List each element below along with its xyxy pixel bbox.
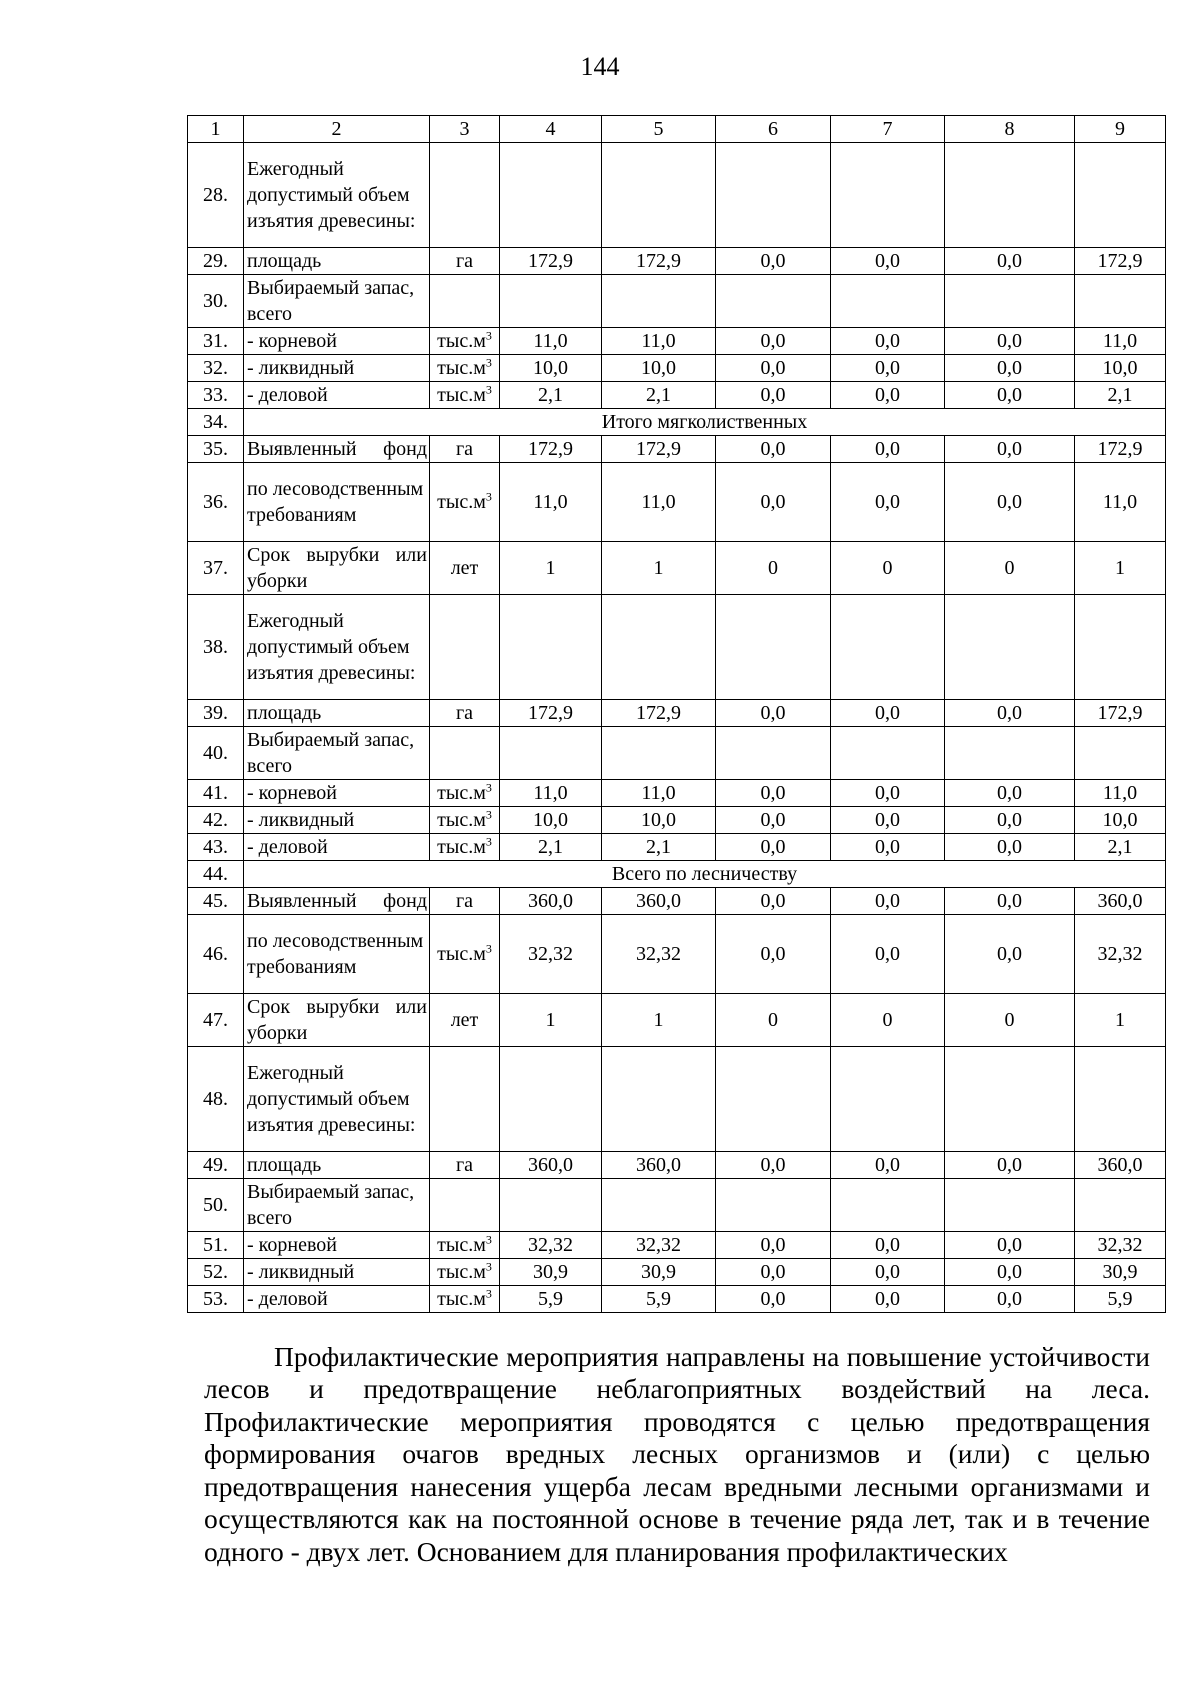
table-row: [188, 700, 1166, 727]
value-cell: 0,0: [716, 355, 831, 382]
value-cell: [831, 275, 945, 328]
value-cell: [500, 275, 602, 328]
row-number-cell: 39.: [188, 700, 244, 727]
table-row: [188, 834, 1166, 861]
section-title-cell: Всего по лесничеству: [244, 861, 1166, 888]
value-cell: 30,9: [602, 1259, 716, 1286]
unit-superscript: 3: [485, 382, 492, 397]
unit-superscript: 3: [485, 1259, 492, 1274]
value-cell: 0: [945, 994, 1075, 1047]
value-cell: 0,0: [716, 382, 831, 409]
page-number: 144: [580, 52, 620, 81]
unit-cell: [430, 888, 500, 915]
value-cell: [831, 727, 945, 780]
row-number-cell: 36.: [188, 463, 244, 542]
unit-cell: [430, 1047, 500, 1152]
value-cell: [500, 143, 602, 248]
row-number-cell: 47.: [188, 994, 244, 1047]
indicator-name-cell: площадь: [244, 248, 430, 275]
unit-cell: [430, 780, 500, 807]
forest-data-table: [187, 115, 1166, 1313]
value-cell: [945, 1047, 1075, 1152]
row-number-cell: 46.: [188, 915, 244, 994]
row-number-cell: 32.: [188, 355, 244, 382]
value-cell: 0,0: [945, 436, 1075, 463]
row-number-cell: 43.: [188, 834, 244, 861]
value-cell: [945, 1179, 1075, 1232]
table-row: [188, 143, 1166, 248]
table-row: [188, 382, 1166, 409]
value-cell: [602, 727, 716, 780]
value-cell: 0: [945, 542, 1075, 595]
row-number-cell: 50.: [188, 1179, 244, 1232]
value-cell: [716, 143, 831, 248]
value-cell: 0,0: [945, 807, 1075, 834]
value-cell: 0,0: [831, 915, 945, 994]
unit-text: тыс.м: [437, 836, 486, 858]
row-number-cell: 35.: [188, 436, 244, 463]
value-cell: 10,0: [1075, 355, 1166, 382]
value-cell: 0,0: [945, 382, 1075, 409]
unit-cell: [430, 355, 500, 382]
value-cell: 0,0: [716, 915, 831, 994]
unit-cell: [430, 915, 500, 994]
indicator-name-cell: площадь: [244, 700, 430, 727]
value-cell: 32,32: [1075, 915, 1166, 994]
unit-superscript: 3: [485, 941, 492, 956]
unit-cell: [430, 1286, 500, 1313]
unit-cell: [430, 463, 500, 542]
row-number-cell: 51.: [188, 1232, 244, 1259]
value-cell: [1075, 1179, 1166, 1232]
value-cell: 1: [1075, 994, 1166, 1047]
indicator-name-cell: Ежегодный допустимый объем изъятия древесины:: [244, 143, 430, 248]
unit-text: тыс.м: [437, 491, 486, 513]
value-cell: 172,9: [602, 248, 716, 275]
section-row: [188, 861, 1166, 888]
value-cell: [1075, 275, 1166, 328]
value-cell: 11,0: [602, 780, 716, 807]
value-cell: 1: [500, 994, 602, 1047]
value-cell: [831, 1047, 945, 1152]
value-cell: [716, 727, 831, 780]
indicator-name-cell: - деловой: [244, 1286, 430, 1313]
value-cell: 30,9: [500, 1259, 602, 1286]
value-cell: 0,0: [831, 780, 945, 807]
value-cell: 32,32: [1075, 1232, 1166, 1259]
value-cell: 0,0: [716, 1232, 831, 1259]
value-cell: [1075, 727, 1166, 780]
value-cell: 0,0: [945, 834, 1075, 861]
value-cell: 0,0: [716, 700, 831, 727]
unit-text: тыс.м: [437, 943, 486, 965]
value-cell: 2,1: [1075, 834, 1166, 861]
value-cell: [945, 275, 1075, 328]
value-cell: [1075, 143, 1166, 248]
value-cell: 0,0: [831, 1232, 945, 1259]
value-cell: 0,0: [831, 1152, 945, 1179]
table-row: [188, 994, 1166, 1047]
unit-superscript: 3: [485, 834, 492, 849]
row-number-cell: 28.: [188, 143, 244, 248]
unit-text: тыс.м: [437, 782, 486, 804]
unit-text: га: [455, 1154, 474, 1176]
value-cell: 0,0: [945, 463, 1075, 542]
value-cell: [716, 1047, 831, 1152]
value-cell: 0,0: [831, 436, 945, 463]
unit-superscript: 3: [485, 1232, 492, 1247]
value-cell: 32,32: [500, 1232, 602, 1259]
indicator-name-cell: - корневой: [244, 328, 430, 355]
unit-text: лет: [450, 557, 479, 579]
indicator-name-cell: по лесоводственным требованиям: [244, 915, 430, 994]
table-row: [188, 595, 1166, 700]
table-row: [188, 780, 1166, 807]
indicator-name-cell: - ликвидный: [244, 807, 430, 834]
value-cell: 1: [1075, 542, 1166, 595]
unit-text: тыс.м: [437, 357, 486, 379]
value-cell: 0,0: [716, 780, 831, 807]
table-row: [188, 888, 1166, 915]
row-number-cell: 34.: [188, 409, 244, 436]
value-cell: 0,0: [831, 382, 945, 409]
unit-text: тыс.м: [437, 1288, 486, 1310]
row-number-cell: 40.: [188, 727, 244, 780]
unit-cell: [430, 994, 500, 1047]
table-row: [188, 1259, 1166, 1286]
value-cell: 5,9: [602, 1286, 716, 1313]
indicator-name-cell: - деловой: [244, 382, 430, 409]
value-cell: 0,0: [945, 1259, 1075, 1286]
unit-cell: [430, 807, 500, 834]
value-cell: 172,9: [1075, 700, 1166, 727]
value-cell: [500, 1047, 602, 1152]
row-number-cell: 42.: [188, 807, 244, 834]
unit-cell: [430, 834, 500, 861]
value-cell: 172,9: [500, 700, 602, 727]
value-cell: 0,0: [831, 463, 945, 542]
section-row: [188, 409, 1166, 436]
value-cell: 360,0: [1075, 888, 1166, 915]
value-cell: 32,32: [602, 1232, 716, 1259]
indicator-name-cell: - ликвидный: [244, 355, 430, 382]
row-number-cell: 53.: [188, 1286, 244, 1313]
value-cell: 0,0: [945, 328, 1075, 355]
header-row: [188, 116, 1166, 143]
indicator-name-cell: Срок вырубки или уборки: [244, 542, 430, 595]
value-cell: 11,0: [1075, 463, 1166, 542]
unit-superscript: 3: [485, 328, 492, 343]
value-cell: 0,0: [945, 1152, 1075, 1179]
unit-cell: [430, 1259, 500, 1286]
value-cell: 10,0: [602, 807, 716, 834]
value-cell: [500, 727, 602, 780]
value-cell: [716, 1179, 831, 1232]
value-cell: 0,0: [716, 463, 831, 542]
indicator-name-cell: - деловой: [244, 834, 430, 861]
table-row: [188, 1047, 1166, 1152]
table-row: [188, 1232, 1166, 1259]
table-row: [188, 275, 1166, 328]
value-cell: 0,0: [945, 1286, 1075, 1313]
value-cell: 2,1: [602, 382, 716, 409]
row-number-cell: 48.: [188, 1047, 244, 1152]
value-cell: 0,0: [831, 355, 945, 382]
value-cell: 30,9: [1075, 1259, 1166, 1286]
value-cell: [716, 595, 831, 700]
value-cell: 5,9: [1075, 1286, 1166, 1313]
value-cell: 172,9: [500, 436, 602, 463]
value-cell: [602, 143, 716, 248]
table-row: [188, 915, 1166, 994]
value-cell: 0,0: [945, 780, 1075, 807]
table-row: [188, 355, 1166, 382]
value-cell: [602, 275, 716, 328]
indicator-name-cell: Срок вырубки или уборки: [244, 994, 430, 1047]
value-cell: 2,1: [500, 834, 602, 861]
unit-cell: [430, 1232, 500, 1259]
value-cell: 11,0: [602, 463, 716, 542]
value-cell: [500, 595, 602, 700]
unit-superscript: 3: [485, 355, 492, 370]
value-cell: 0: [716, 994, 831, 1047]
row-number-cell: 37.: [188, 542, 244, 595]
value-cell: 0: [831, 542, 945, 595]
indicator-name-cell: Выбираемый запас, всего: [244, 275, 430, 328]
row-number-cell: 45.: [188, 888, 244, 915]
value-cell: 11,0: [500, 780, 602, 807]
value-cell: 172,9: [602, 436, 716, 463]
indicator-name-cell: - ликвидный: [244, 1259, 430, 1286]
value-cell: [945, 727, 1075, 780]
value-cell: [1075, 595, 1166, 700]
table-row: [188, 727, 1166, 780]
value-cell: 10,0: [500, 807, 602, 834]
value-cell: [945, 143, 1075, 248]
value-cell: 10,0: [602, 355, 716, 382]
value-cell: [831, 1179, 945, 1232]
value-cell: 1: [602, 542, 716, 595]
unit-text: га: [455, 250, 474, 272]
value-cell: 0,0: [716, 888, 831, 915]
value-cell: [602, 1047, 716, 1152]
unit-cell: [430, 436, 500, 463]
indicator-name-cell: Ежегодный допустимый объем изъятия древесины:: [244, 595, 430, 700]
table-row: [188, 542, 1166, 595]
unit-text: га: [455, 702, 474, 724]
unit-cell: [430, 275, 500, 328]
value-cell: [602, 1179, 716, 1232]
value-cell: 0,0: [945, 888, 1075, 915]
value-cell: [831, 595, 945, 700]
value-cell: 0: [716, 542, 831, 595]
value-cell: 11,0: [602, 328, 716, 355]
row-number-cell: 31.: [188, 328, 244, 355]
unit-cell: [430, 727, 500, 780]
table-row: [188, 436, 1166, 463]
value-cell: 0,0: [716, 807, 831, 834]
unit-cell: [430, 542, 500, 595]
value-cell: 360,0: [500, 1152, 602, 1179]
value-cell: 11,0: [500, 463, 602, 542]
column-header: 8: [945, 116, 1075, 143]
indicator-name-cell: - корневой: [244, 1232, 430, 1259]
value-cell: 11,0: [1075, 328, 1166, 355]
value-cell: 0: [831, 994, 945, 1047]
unit-text: тыс.м: [437, 1234, 486, 1256]
value-cell: [602, 595, 716, 700]
unit-cell: [430, 248, 500, 275]
unit-cell: [430, 328, 500, 355]
value-cell: 10,0: [500, 355, 602, 382]
table-row: [188, 1152, 1166, 1179]
value-cell: 5,9: [500, 1286, 602, 1313]
value-cell: 2,1: [1075, 382, 1166, 409]
indicator-name-cell: Выявленный фонд: [244, 436, 430, 463]
value-cell: 0,0: [716, 1152, 831, 1179]
table-row: [188, 1286, 1166, 1313]
column-header: 4: [500, 116, 602, 143]
value-cell: 0,0: [831, 328, 945, 355]
indicator-name-cell: Выбираемый запас, всего: [244, 727, 430, 780]
column-header: 1: [188, 116, 244, 143]
indicator-name-cell: - корневой: [244, 780, 430, 807]
value-cell: 10,0: [1075, 807, 1166, 834]
value-cell: [831, 143, 945, 248]
row-number-cell: 38.: [188, 595, 244, 700]
column-header: 6: [716, 116, 831, 143]
value-cell: 0,0: [716, 328, 831, 355]
unit-text: тыс.м: [437, 330, 486, 352]
body-paragraph: Профилактические мероприятия направлены на повышение устойчивости лесов и предотвращение неблагоприятных воздействий на леса. Профилактические мероприятия проводятся с целью предотвращения формирования очагов вредных лесных организмов и (или) с целью предотвращения нанесения ущерба лесам вредными лесными организмами и осуществляются как на постоянной основе в течение ряда лет, так и в течение одного - двух лет. Основанием для планирования профилактических: [204, 1340, 1150, 1567]
value-cell: 360,0: [1075, 1152, 1166, 1179]
unit-text: га: [455, 438, 474, 460]
value-cell: [500, 1179, 602, 1232]
value-cell: 0,0: [831, 1286, 945, 1313]
unit-text: лет: [450, 1009, 479, 1031]
column-header: 7: [831, 116, 945, 143]
column-header: 3: [430, 116, 500, 143]
unit-text: тыс.м: [437, 1261, 486, 1283]
section-title-cell: Итого мягколиственных: [244, 409, 1166, 436]
value-cell: 172,9: [602, 700, 716, 727]
row-number-cell: 30.: [188, 275, 244, 328]
unit-cell: [430, 143, 500, 248]
value-cell: 0,0: [831, 248, 945, 275]
value-cell: 2,1: [500, 382, 602, 409]
table-row: [188, 1179, 1166, 1232]
value-cell: 1: [602, 994, 716, 1047]
value-cell: 0,0: [945, 248, 1075, 275]
value-cell: 360,0: [500, 888, 602, 915]
table-row: [188, 463, 1166, 542]
column-header: 2: [244, 116, 430, 143]
value-cell: [945, 595, 1075, 700]
value-cell: 32,32: [500, 915, 602, 994]
column-header: 9: [1075, 116, 1166, 143]
unit-superscript: 3: [485, 780, 492, 795]
unit-text: тыс.м: [437, 809, 486, 831]
unit-cell: [430, 1152, 500, 1179]
value-cell: 172,9: [500, 248, 602, 275]
value-cell: 0,0: [716, 1286, 831, 1313]
unit-text: тыс.м: [437, 384, 486, 406]
unit-superscript: 3: [485, 1286, 492, 1301]
value-cell: 172,9: [1075, 436, 1166, 463]
value-cell: 0,0: [716, 1259, 831, 1286]
unit-text: га: [455, 890, 474, 912]
value-cell: 0,0: [945, 915, 1075, 994]
value-cell: 11,0: [500, 328, 602, 355]
value-cell: 0,0: [831, 834, 945, 861]
unit-cell: [430, 700, 500, 727]
unit-cell: [430, 595, 500, 700]
row-number-cell: 44.: [188, 861, 244, 888]
value-cell: 0,0: [716, 248, 831, 275]
unit-superscript: 3: [485, 489, 492, 504]
table-row: [188, 328, 1166, 355]
value-cell: 0,0: [945, 1232, 1075, 1259]
table-body: [188, 116, 1166, 1313]
value-cell: 172,9: [1075, 248, 1166, 275]
value-cell: 11,0: [1075, 780, 1166, 807]
value-cell: 1: [500, 542, 602, 595]
value-cell: 0,0: [831, 1259, 945, 1286]
row-number-cell: 41.: [188, 780, 244, 807]
value-cell: 0,0: [831, 700, 945, 727]
value-cell: 2,1: [602, 834, 716, 861]
value-cell: 0,0: [831, 888, 945, 915]
indicator-name-cell: Выявленный фонд: [244, 888, 430, 915]
unit-superscript: 3: [485, 807, 492, 822]
indicator-name-cell: по лесоводственным требованиям: [244, 463, 430, 542]
value-cell: 0,0: [716, 834, 831, 861]
value-cell: 0,0: [945, 700, 1075, 727]
value-cell: 0,0: [945, 355, 1075, 382]
row-number-cell: 52.: [188, 1259, 244, 1286]
unit-cell: [430, 382, 500, 409]
table-row: [188, 807, 1166, 834]
column-header: 5: [602, 116, 716, 143]
value-cell: [716, 275, 831, 328]
row-number-cell: 33.: [188, 382, 244, 409]
unit-cell: [430, 1179, 500, 1232]
value-cell: 0,0: [831, 807, 945, 834]
table-row: [188, 248, 1166, 275]
value-cell: 360,0: [602, 888, 716, 915]
row-number-cell: 29.: [188, 248, 244, 275]
value-cell: 360,0: [602, 1152, 716, 1179]
indicator-name-cell: Ежегодный допустимый объем изъятия древесины:: [244, 1047, 430, 1152]
value-cell: [1075, 1047, 1166, 1152]
row-number-cell: 49.: [188, 1152, 244, 1179]
indicator-name-cell: Выбираемый запас, всего: [244, 1179, 430, 1232]
value-cell: 0,0: [716, 436, 831, 463]
indicator-name-cell: площадь: [244, 1152, 430, 1179]
value-cell: 32,32: [602, 915, 716, 994]
